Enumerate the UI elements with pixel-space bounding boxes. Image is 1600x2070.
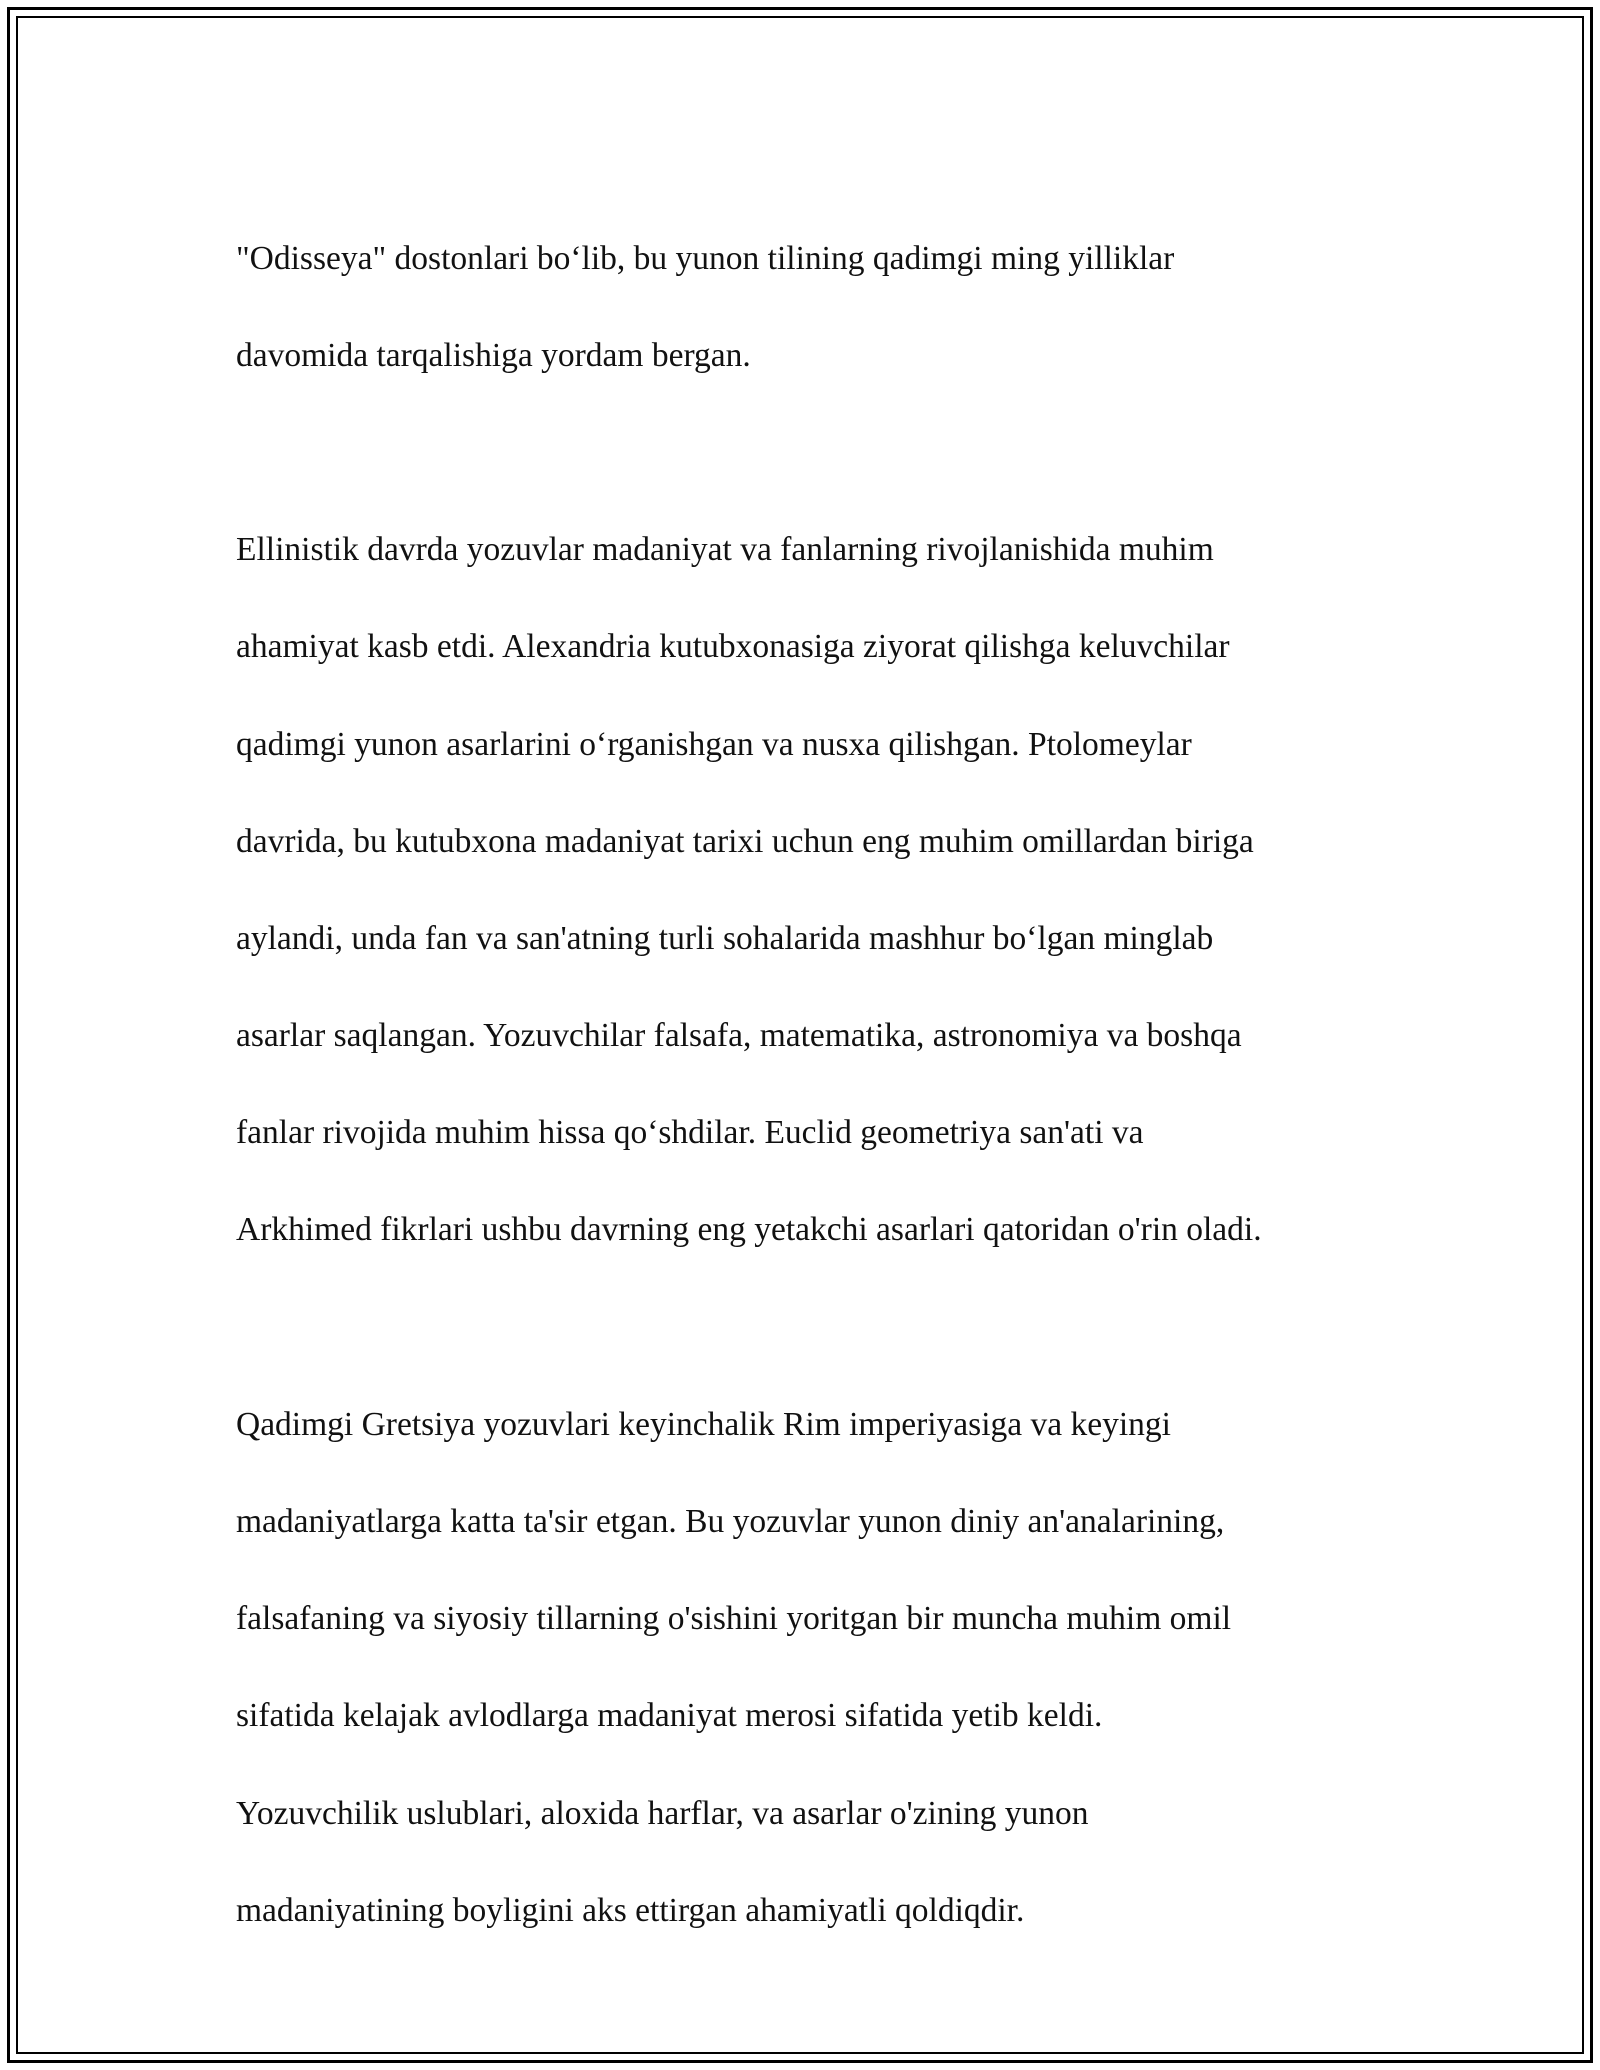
text-line: madaniyatining boyligini aks ettirgan ahamiyatli qoldiqdir. xyxy=(236,1891,1025,1929)
text-line: aylandi, unda fan va san'atning turli sohalarida mashhur bo‘lgan minglab xyxy=(236,919,1214,957)
text-line: Yozuvchilik uslublari, aloxida harflar, va asarlar o'zining yunon xyxy=(236,1794,1089,1832)
text-line: falsafaning va siyosiy tillarning o'sishini yoritgan bir muncha muhim omil xyxy=(236,1600,1232,1638)
text-line: Ellinistik davrda yozuvlar madaniyat va fanlarning rivojlanishida muhim xyxy=(236,531,1214,569)
paragraph-odisseya xyxy=(236,186,1386,429)
text-line: qadimgi yunon asarlarini o‘rganishgan va nusxa qilishgan. Ptolomeylar xyxy=(236,725,1192,763)
text-line: madaniyatlarga katta ta'sir etgan. Bu yozuvlar yunon diniy an'analarining, xyxy=(236,1503,1225,1541)
text-line: "Odisseya" dostonlari bo‘lib, bu yunon tilining qadimgi ming yilliklar xyxy=(236,239,1175,277)
text-line: asarlar saqlangan. Yozuvchilar falsafa, matematika, astronomiya va boshqa xyxy=(236,1017,1242,1055)
text-line: ahamiyat kasb etdi. Alexandria kutubxonasiga ziyorat qilishga keluvchilar xyxy=(236,628,1230,666)
document-body xyxy=(236,186,1386,2033)
text-line: davrida, bu kutubxona madaniyat tarixi uchun eng muhim omillardan biriga xyxy=(236,822,1254,860)
text-line: sifatida kelajak avlodlarga madaniyat merosi sifatida yetib keldi. xyxy=(236,1697,1103,1735)
paragraph-hellenistic xyxy=(236,478,1386,1304)
paragraph-legacy xyxy=(236,1352,1386,1984)
text-line: Arkhimed fikrlari ushbu davrning eng yetakchi asarlari qatoridan o'rin oladi. xyxy=(236,1211,1262,1249)
text-line: fanlar rivojida muhim hissa qo‘shdilar. Euclid geometriya san'ati va xyxy=(236,1114,1144,1152)
text-line: Qadimgi Gretsiya yozuvlari keyinchalik Rim imperiyasiga va keyingi xyxy=(236,1405,1171,1443)
text-line: davomida tarqalishiga yordam bergan. xyxy=(236,336,751,374)
